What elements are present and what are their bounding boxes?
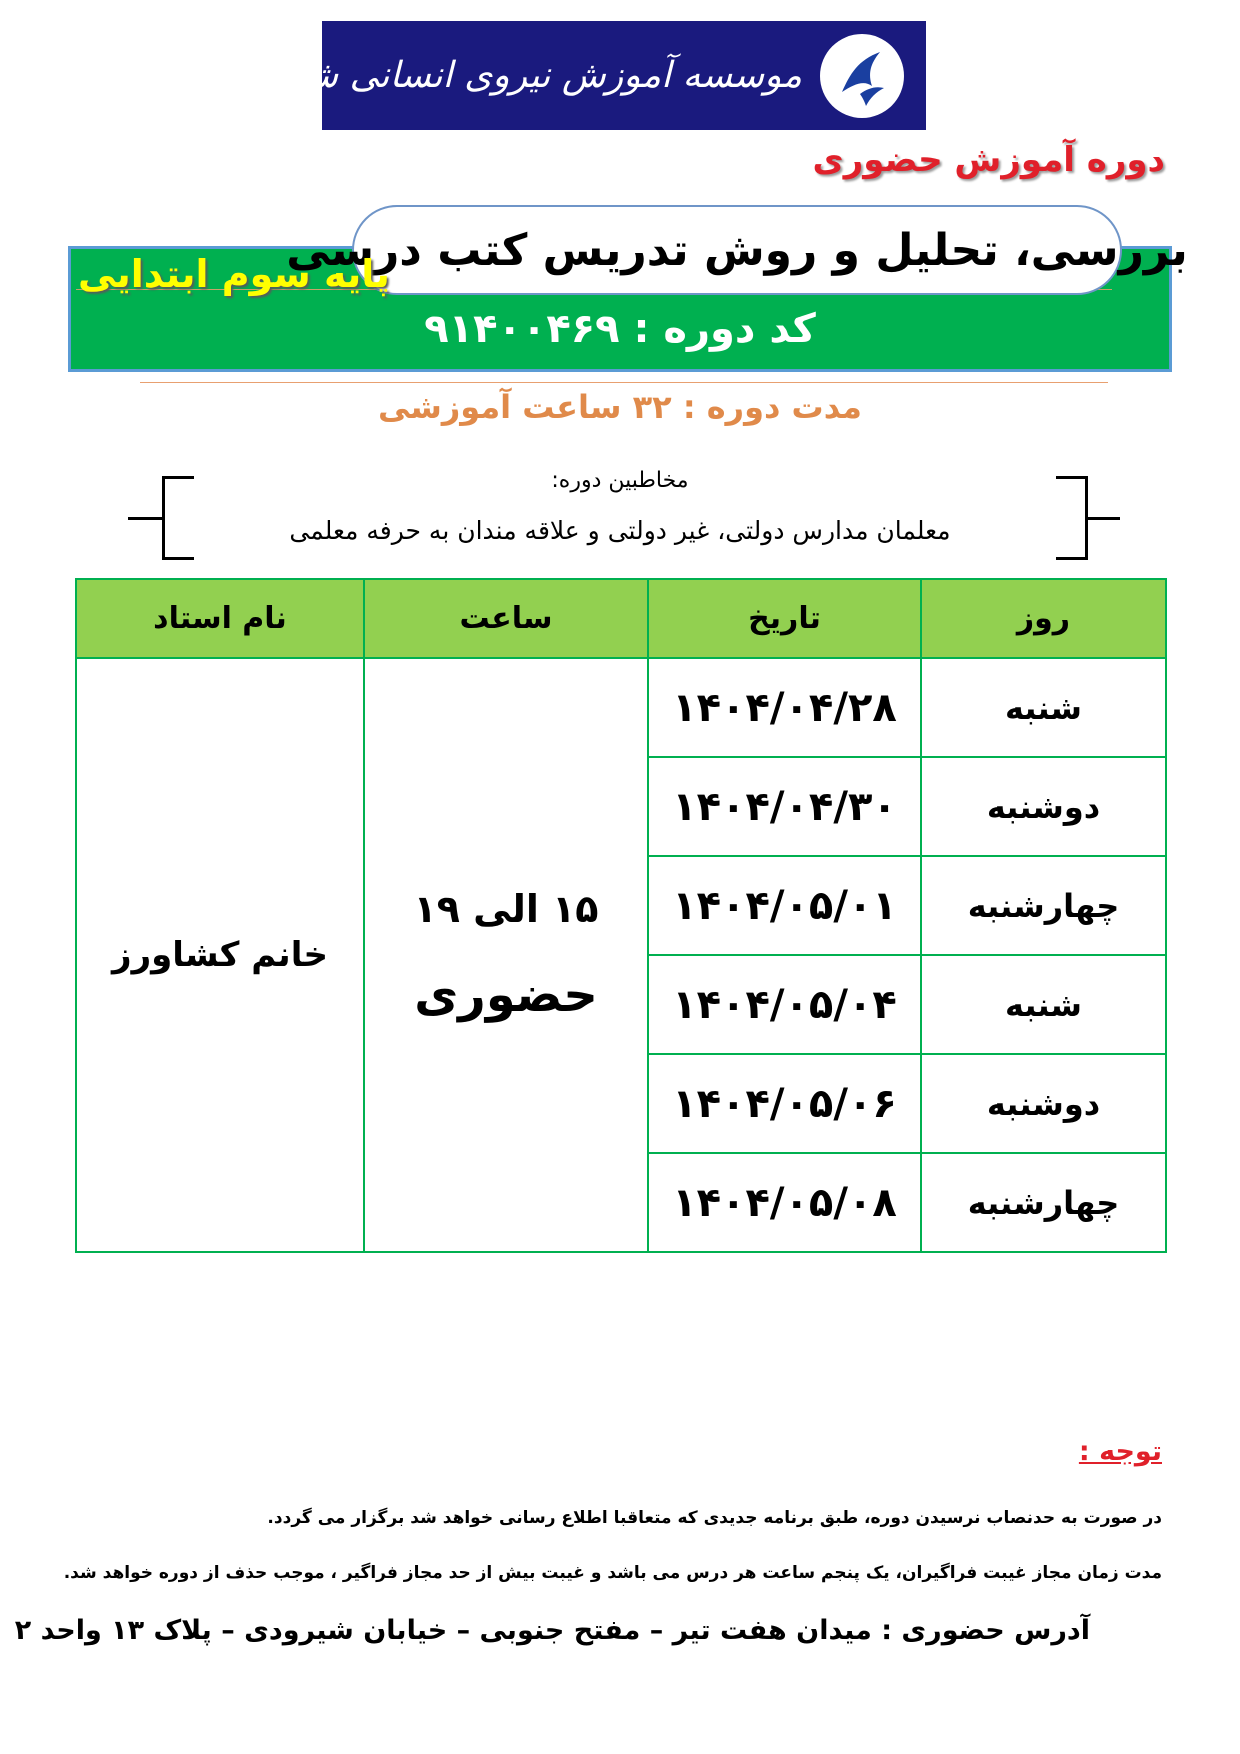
date-cell: ۱۴۰۴/۰۴/۳۰ (648, 757, 921, 856)
day-cell: چهارشنبه (921, 856, 1166, 955)
address-text: آدرس حضوری : میدان هفت تیر – مفتح جنوبی – خیابان شیرودی – پلاک ۱۳ واحد ۲ (14, 1615, 1090, 1646)
institute-name: موسسه آموزش نیروی انسانی شهید مهدوی (149, 55, 802, 96)
left-bracket-tick (128, 517, 162, 520)
table-header-row (76, 579, 1166, 658)
table-row (76, 658, 1166, 757)
day-cell: شنبه (921, 658, 1166, 757)
course-code: کد دوره : ۹۱۴۰۰۴۶۹ (424, 306, 816, 352)
schedule-table (75, 578, 1167, 1253)
date-cell: ۱۴۰۴/۰۵/۰۴ (648, 955, 921, 1054)
institute-banner (149, 21, 926, 130)
header-date: تاریخ (648, 579, 921, 658)
divider-line (140, 382, 1108, 383)
day-cell: دوشنبه (921, 757, 1166, 856)
header-teacher: نام استاد (76, 579, 364, 658)
time-range: ۱۵ الی ۱۹ (413, 887, 599, 931)
audience-text: معلمان مدارس دولتی، غیر دولتی و علاقه مندان به حرفه معلمی (289, 516, 951, 545)
right-bracket (1056, 476, 1088, 560)
header-time: ساعت (364, 579, 648, 658)
date-cell: ۱۴۰۴/۰۵/۰۸ (648, 1153, 921, 1252)
course-duration: مدت دوره : ۳۲ ساعت آموزشی (378, 388, 862, 426)
course-title: بررسی، تحلیل و روش تدریس کتب درسی (286, 224, 1188, 276)
session-mode: حضوری (414, 967, 598, 1023)
date-cell: ۱۴۰۴/۰۵/۰۱ (648, 856, 921, 955)
notes-title: توجه : (1078, 1436, 1162, 1467)
bird-logo-icon (820, 34, 904, 118)
day-cell: دوشنبه (921, 1054, 1166, 1153)
day-cell: چهارشنبه (921, 1153, 1166, 1252)
time-cell (364, 658, 648, 1252)
note-item: مدت زمان مجاز غیبت فراگیران، یک پنجم ساعت هر درس می باشد و غیبت بیش از حد مجاز فراگیر ، موجب حذف از دوره خواهد شد. (63, 1563, 1162, 1583)
header-day: روز (921, 579, 1166, 658)
day-cell: شنبه (921, 955, 1166, 1054)
right-bracket-tick (1086, 517, 1120, 520)
note-item: در صورت به حدنصاب نرسیدن دوره، طبق برنامه جدیدی که متعاقبا اطلاع رسانی خواهد شد برگزار می گردد. (267, 1508, 1162, 1528)
audience-title: مخاطبین دوره: (551, 468, 689, 493)
teacher-cell: خانم کشاورز (76, 658, 364, 1252)
date-cell: ۱۴۰۴/۰۵/۰۶ (648, 1054, 921, 1153)
course-title-box (286, 205, 1188, 295)
left-bracket (162, 476, 194, 560)
date-cell: ۱۴۰۴/۰۴/۲۸ (648, 658, 921, 757)
grade-label: پایه سوم ابتدایی (78, 252, 390, 296)
course-type-label: دوره آموزش حضوری (812, 140, 1165, 180)
